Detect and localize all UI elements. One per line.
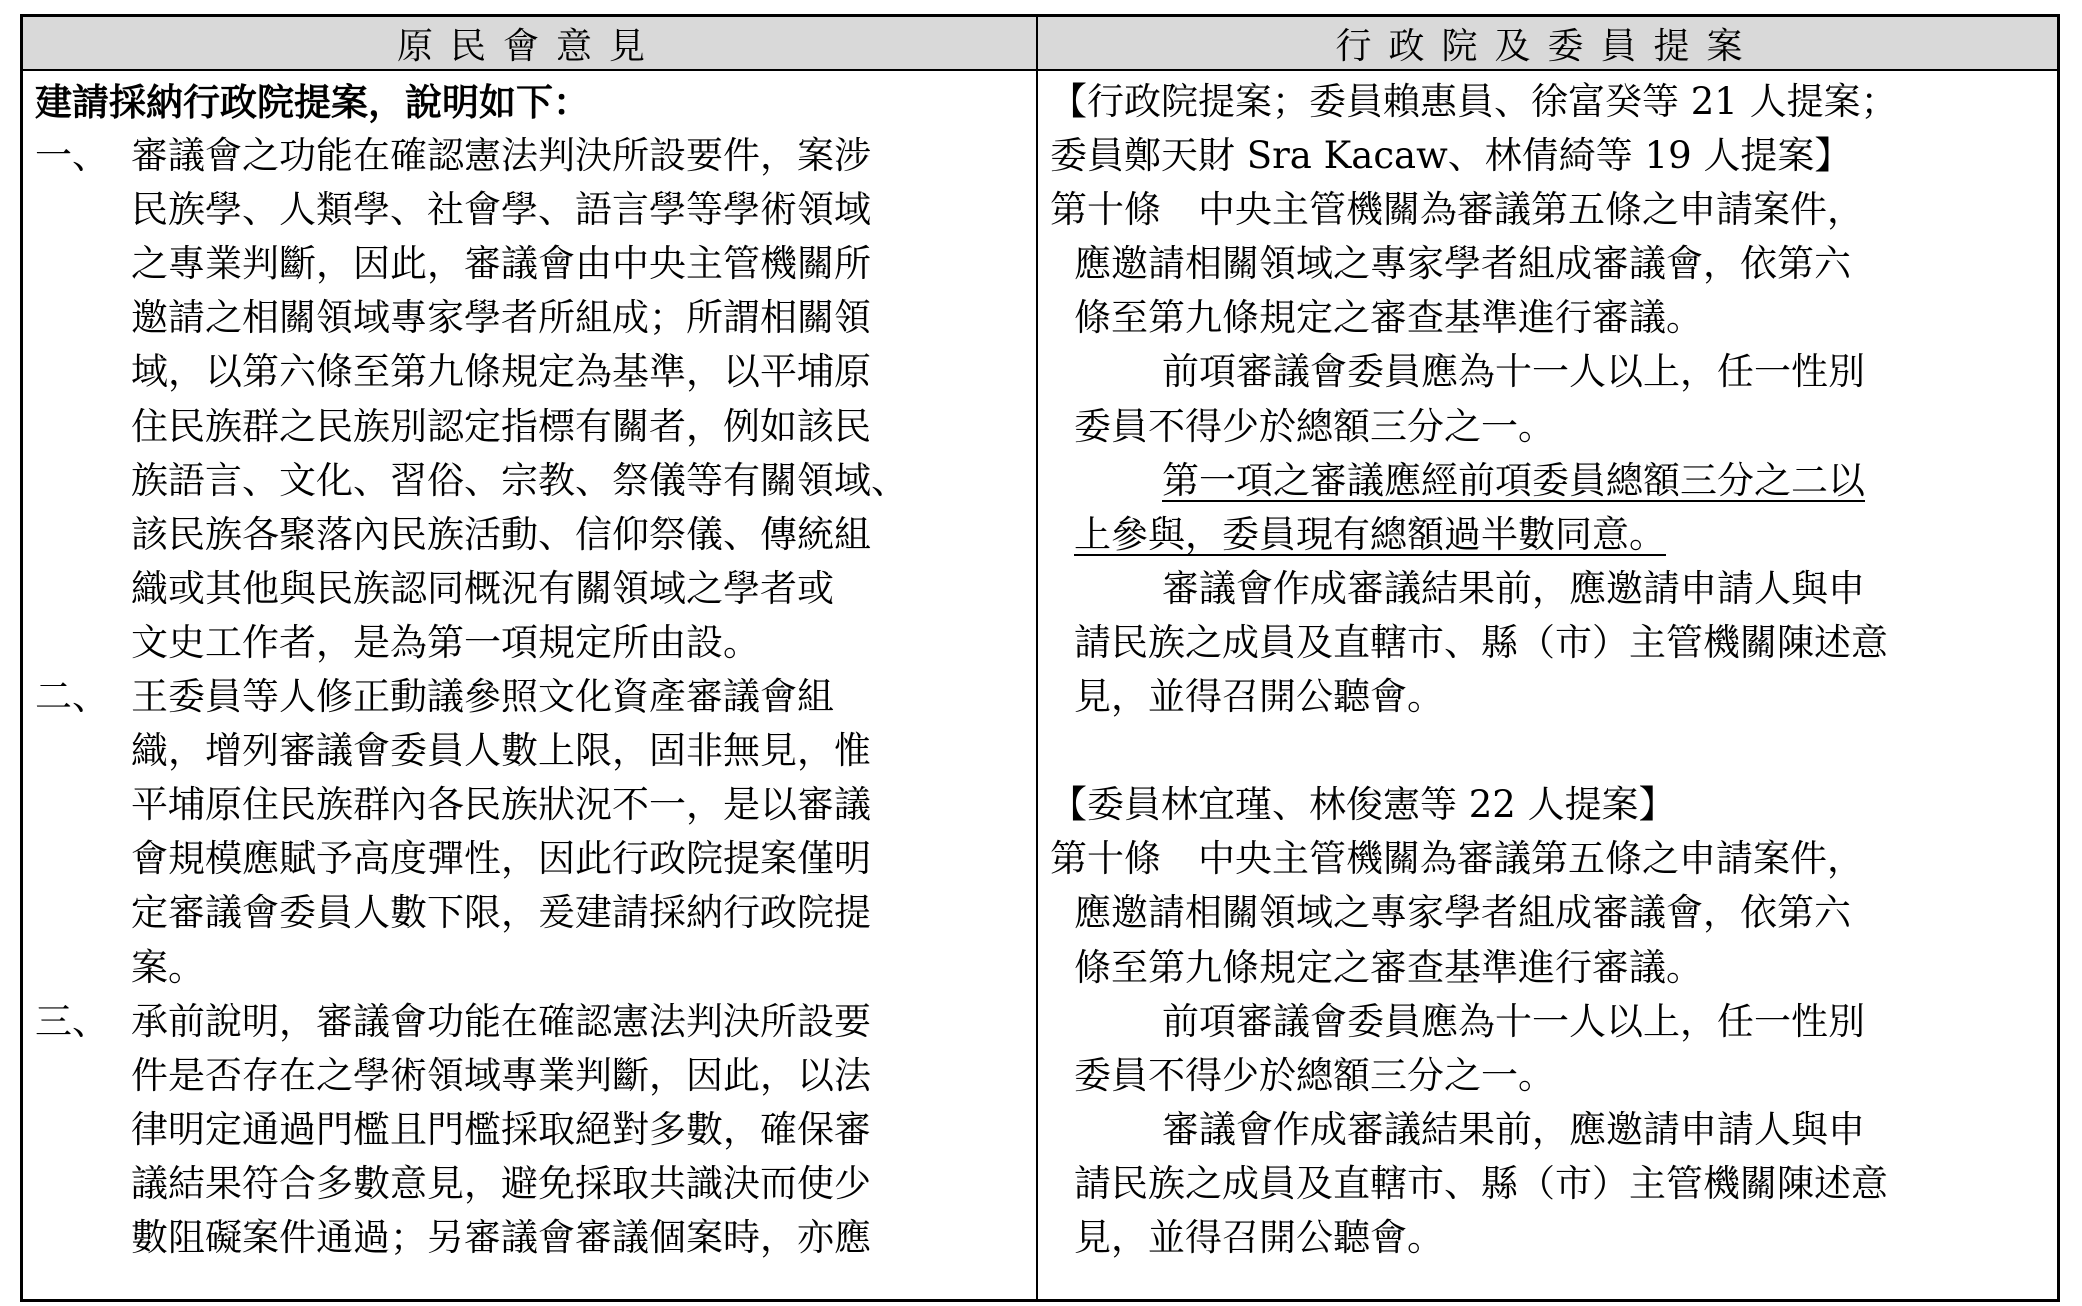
text-line: 民族學、人類學、社會學、語言學等學術領域 [131,188,871,232]
text-line: 律明定通過門檻且門檻採取絕對多數，確保審 [131,1107,871,1151]
list-item-2 [35,670,1024,995]
right-column-body [1038,71,2057,1265]
amended-paragraph-line [1050,454,2045,508]
item-number: 二、 [35,675,109,719]
proposal-block-2 [1050,778,2045,1265]
proposal-heading: 【委員林宜瑾、林俊憲等 22 人提案】 [1050,783,1676,827]
text-line: 王委員等人修正動議參照文化資產審議會組 [131,675,834,719]
text-line: 邀請之相關領域專家學者所組成；所謂相關領 [131,296,871,340]
text-line: 審議會之功能在確認憲法判決所設要件，案涉 [131,134,871,178]
paragraph-line: 請民族之成員及直轄市、縣（市）主管機關陳述意 [1074,620,1888,664]
text-line: 域，以第六條至第九條規定為基準，以平埔原 [131,350,871,394]
paragraph-line: 請民族之成員及直轄市、縣（市）主管機關陳述意 [1074,1161,1888,1205]
list-item-1 [35,129,1024,670]
item-text [35,670,1024,995]
article-first-line: 第十條 中央主管機關為審議第五條之申請案件， [1050,837,1864,881]
right-column [1038,17,2057,1299]
list-item-3 [35,995,1024,1265]
left-column [23,17,1038,1299]
amended-text: 上參與，委員現有總額過半數同意。 [1074,512,1666,556]
text-line: 件是否存在之學術領域專業判斷，因此，以法 [131,1053,871,1097]
text-line: 織，增列審議會委員人數上限，固非無見，惟 [131,729,871,773]
proposal-heading: 委員鄭天財 Sra Kacaw、林倩綺等 19 人提案】 [1050,134,1852,178]
text-line: 議結果符合多數意見，避免採取共識決而使少 [131,1161,871,1205]
text-line: 該民族各聚落內民族活動、信仰祭儀、傳統組 [131,512,871,556]
text-line: 定審議會委員人數下限，爰建請採納行政院提 [131,891,871,935]
text-line: 織或其他與民族認同概況有關領域之學者或 [131,566,834,610]
item-text [35,995,1024,1265]
article-line: 應邀請相關領域之專家學者組成審議會，依第六 [1074,242,1851,286]
item-text [35,129,1024,670]
text-line: 承前說明，審議會功能在確認憲法判決所設要 [131,999,871,1043]
text-line: 住民族群之民族別認定指標有關者，例如該民 [131,404,871,448]
amended-paragraph-line [1050,508,2045,562]
item-number: 三、 [35,999,109,1043]
paragraph-first-line: 前項審議會委員應為十一人以上，任一性別 [1162,350,1865,394]
paragraph-first-line: 前項審議會委員應為十一人以上，任一性別 [1162,999,1865,1043]
left-column-header: 原民會意見 [23,17,1036,71]
text-line: 族語言、文化、習俗、宗教、祭儀等有關領域、 [131,458,908,502]
text-line: 案。 [131,945,205,989]
paragraph-first-line: 審議會作成審議結果前，應邀請申請人與申 [1162,1107,1865,1151]
paragraph-first-line: 審議會作成審議結果前，應邀請申請人與申 [1162,566,1865,610]
paragraph-line: 委員不得少於總額三分之一。 [1074,404,1555,448]
text-line: 數阻礙案件通過；另審議會審議個案時，亦應 [131,1215,871,1259]
article-first-line: 第十條 中央主管機關為審議第五條之申請案件， [1050,188,1864,232]
right-column-header: 行政院及委員提案 [1038,17,2057,71]
text-line: 文史工作者，是為第一項規定所由設。 [131,620,760,664]
article-line: 條至第九條規定之審查基準進行審議。 [1074,296,1703,340]
block-spacer [1050,724,2045,778]
proposal-heading: 【行政院提案；委員賴惠員、徐富癸等 21 人提案； [1050,80,1898,123]
amended-text: 第一項之審議應經前項委員總額三分之二以 [1162,458,1865,502]
left-column-body [23,71,1036,1265]
article-line: 應邀請相關領域之專家學者組成審議會，依第六 [1074,891,1851,935]
text-line: 會規模應賦予高度彈性，因此行政院提案僅明 [131,837,871,881]
paragraph-line: 見，並得召開公聽會。 [1074,675,1444,719]
text-line: 之專業判斷，因此，審議會由中央主管機關所 [131,242,871,286]
paragraph-line: 委員不得少於總額三分之一。 [1074,1053,1555,1097]
article-line: 條至第九條規定之審查基準進行審議。 [1074,945,1703,989]
proposal-block-1 [1050,75,2045,724]
intro-heading: 建請採納行政院提案，說明如下： [35,80,590,124]
item-number: 一、 [35,134,109,178]
comparison-table [20,14,2060,1302]
text-line: 平埔原住民族群內各民族狀況不一，是以審議 [131,783,871,827]
paragraph-line: 見，並得召開公聽會。 [1074,1215,1444,1259]
